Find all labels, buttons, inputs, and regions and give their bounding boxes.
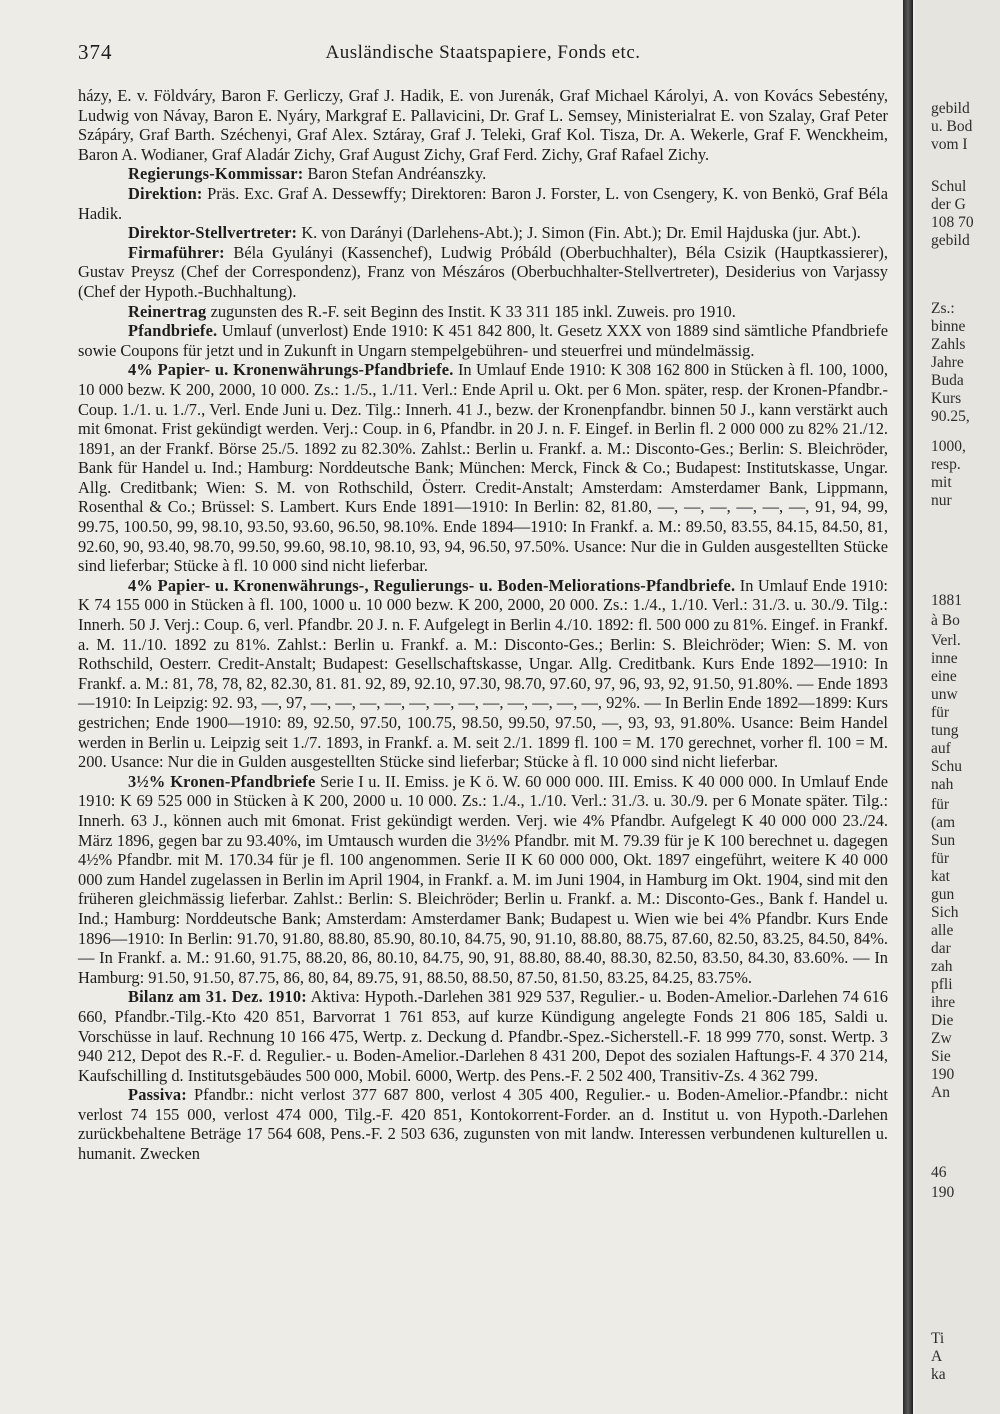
adjacent-page-text: Buda [931, 372, 964, 389]
paragraph-text: K. von Darányi (Darlehens-Abt.); J. Simon (Fin. Abt.); Dr. Emil Hajduska (jur. Abt.). [297, 223, 861, 243]
adjacent-page-text: eine [931, 668, 957, 685]
paragraph-text: Aktiva: Hypoth.-Darlehen 381 929 537, Regulier.- u. Boden-Amelior.-Darlehen 74 616 660, Pfandbr.-Tilg.-Kto 420 851, Barvorrat 1 761 853, auf kurze Kündigung angelegte Fonds 21 806 185, Saldi u. Vorschüsse in lauf. Rechnung 10 166 475, Wertp. z. Deckung d. Pfandbr.-Spez.-Sicherstell.-F. 18 999 770, sonst. Wertp. 3 940 212, Depot des R.-F. d. Regulier.- u. Boden-Amelior.-Darlehen 8 431 200, Depot des sozialen Haftungs-F. 4 370 214, Kaufschilling d. Institutsgebäudes 500 000, Mobil. 6000, Wertp. des Pens.-F. 2 502 400, Transitiv-Zs. 4 362 799. [78, 987, 888, 1085]
paragraph [78, 164, 888, 184]
adjacent-page-text: dar [931, 940, 951, 957]
adjacent-page-text: Sun [931, 832, 956, 849]
paragraph [78, 1085, 888, 1163]
adjacent-page-text: Die [931, 1012, 954, 1029]
paragraph-lead: Direktor-Stellvertreter: [128, 223, 298, 243]
paragraph-lead: Bilanz am 31. Dez. 1910: [128, 987, 307, 1007]
paragraph-lead: 4% Papier- u. Kronenwährungs-, Regulierungs- u. Boden-Meliorations-Pfandbriefe. [128, 575, 736, 595]
adjacent-page-text: tung [931, 722, 959, 739]
paragraph-text: In Umlauf Ende 1910: K 308 162 800 in Stücken à fl. 100, 1000, 10 000 bezw. K 200, 2000, 10 000. Zs.: 1./5., 1./11. Verl.: Ende April u. Okt. per 6 Mon. später, resp. der Kronen-Pfandbr.-Coup. 1./1. u. 1./7., Verl. Ende Juni u. Dez. Tilg.: Innerh. 41 J., bezw. der Kronenpfandbr. binnen 50 J., kann verstärkt auch mit 6monat. Frist gekündigt werden. Verj.: Coup. in 6, Pfandbr. in 20 J. n. F. Eingef. in Berlin fl. 2 000 000 zu 82% 21./12. 1891, an der Frankf. Börse 25./5. 1892 zu 82.30%. Zahlst.: Berlin u. Frankf. a. M.: Disconto-Ges.; Berlin: S. Bleichröder, Bank für Handel u. Ind.; Hamburg: Norddeutsche Bank; München: Merck, Finck & Co.; Budapest: Institutskasse, Ungar. Allg. Creditbank; Wien: S. M. von Rothschild, Österr. Credit-Anstalt; Amsterdam: Amsterdamer Bank, Lippmann, Rosenthal & Co.; Brüssel: S. Lambert. Kurs Ende 1891—1910: In Berlin: 82, 81.80, —, —, —, —, —, —, 91, 94, 99, 99.75, 100.50, 99, 98.10, 93.50, 93.60, 96.50, 98.10%. Ende 1894—1910: In Frankf. a. M.: 89.50, 83.55, 84.15, 84.50, 81, 92.60, 90, 93.40, 98.70, 99.50, 99.60, 98.10, 98.10, 93, 94, 96.50, 97.50%. Usance: Nur die in Gulden ausgestellten Stücke sind lieferbar; Stücke à fl. 10 000 sind nicht lieferbar. [78, 360, 888, 576]
adjacent-page-text: Zw [931, 1030, 952, 1047]
paragraph [78, 184, 888, 223]
adjacent-page-text: A [931, 1348, 943, 1365]
adjacent-page-text: (am [931, 814, 956, 831]
paragraph-lead: 4% Papier- u. Kronenwährungs-Pfandbriefe. [128, 360, 454, 380]
adjacent-page-text: Kurs [931, 390, 962, 407]
paragraph [78, 987, 888, 1085]
adjacent-page-text: Sie [931, 1048, 951, 1065]
adjacent-page-text: Schu [931, 758, 962, 775]
adjacent-page-text: 190 [931, 1066, 955, 1083]
adjacent-page-fragment [915, 0, 1000, 1414]
adjacent-page-text: für [931, 796, 950, 813]
paragraph-lead: Regierungs-Kommissar: [128, 164, 304, 184]
adjacent-page-text: inne [931, 650, 958, 667]
adjacent-page-text: alle [931, 922, 954, 939]
adjacent-page-text: Zahls [931, 336, 966, 353]
paragraph-text: Baron Stefan Andréanszky. [303, 164, 487, 184]
adjacent-page-text: ka [931, 1366, 946, 1383]
paragraph-lead: Reinertrag [128, 301, 207, 321]
adjacent-page-text: binne [931, 318, 966, 335]
adjacent-page-text: An [931, 1084, 950, 1101]
adjacent-page-text: für [931, 850, 950, 867]
paragraph-text: In Umlauf Ende 1910: K 74 155 000 in Stücken à fl. 100, 1000 u. 10 000 bezw. K 200, 2000, 20 000. Zs.: 1./4., 1./10. Verl.: 31./3. u. 30./9. Tilg.: Innerh. 50 J. Verj.: Coup. 6, verl. Pfandbr. 20 J. n. F. Aufgelegt in Berlin 4./10. 1892: fl. 500 000 zu 81%. Eingef. in Frankf. a. M. 11./10. 1892 zu 81%. Zahlst.: Berlin u. Frankf. a. M.: Disconto-Ges.; Berlin: S. Bleichröder; Wien: S. M. von Rothschild, Oesterr. Credit-Anstalt; Budapest: Gesellschaftskasse, Ungar. Allg. Creditbank. Kurs Ende 1892—1910: In Frankf. a. M.: 81, 78, 78, 82, 82.30, 81. 81. 92, 89, 92.10, 97.30, 98.70, 97.60, 97, 96, 93, 92, 91.50, 91.80%. — Ende 1893—1910: In Leipzig: 92. 93, —, 97, —, —, —, —, —, —, —, —, —, —, —, —, 92%. — In Berlin Ende 1892—1899: Kurs gestrichen; Ende 1900—1910: 89, 92.50, 97.50, 100.75, 98.50, 99.50, 97.50, —, 93, 93, 91.80%. Usance: Beim Handel werden in Berlin u. Leipzig seit 1./7. 1893, in Frankf. a. M. seit 2./1. 1899 fl. 100 = M. 170 gerechnet, vorher fl. 100 = M. 200. Usance: Nur die in Gulden ausgestellten Stücke sind lieferbar; Stücke à fl. 10 000 sind nicht lieferbar. [78, 575, 888, 772]
adjacent-page-text: Sich [931, 904, 959, 921]
adjacent-page-text: pfli [931, 976, 953, 993]
adjacent-page-text: der G [931, 196, 966, 213]
paragraph [78, 576, 888, 772]
adjacent-page-text: für [931, 704, 950, 721]
adjacent-page-text: 108 70 [931, 214, 974, 231]
adjacent-page-text: à Bo [931, 612, 960, 629]
adjacent-page-text: gebild [931, 100, 970, 117]
adjacent-page-text: Ti [931, 1330, 945, 1347]
adjacent-page-text: nur [931, 492, 952, 509]
adjacent-page-text: Verl. [931, 632, 961, 649]
adjacent-page-text: vom I [931, 136, 968, 153]
adjacent-page-text: gun [931, 886, 955, 903]
adjacent-page-text: Jahre [931, 354, 964, 371]
adjacent-page-text: u. Bod [931, 118, 973, 135]
adjacent-page-text: nah [931, 776, 954, 793]
paragraph-text: házy, E. v. Földváry, Baron F. Gerliczy, Graf J. Hadik, E. von Jurenák, Graf Michael Károlyi, A. von Kovács Sebestény, Ludwig von Návay, Baron E. Nyáry, Markgraf E. Pallavicini, Dr. Graf L. Semsey, Ministerialrat E. von Szalay, Graf Peter Szápáry, Graf Barth. Széchenyi, Graf Alex. Sztáray, Graf J. Teleki, Graf Kol. Tisza, Dr. A. Wekerle, Graf F. Wenckheim, Baron A. Wodianer, Graf Aladár Zichy, Graf August Zichy, Graf Ferd. Zichy, Graf Rafael Zichy. [78, 86, 888, 164]
book-gutter [903, 0, 913, 1414]
paragraph [78, 223, 888, 243]
adjacent-page-text: 1881 [931, 592, 962, 609]
paragraph [78, 360, 888, 576]
adjacent-page-text: mit [931, 474, 952, 491]
running-title: Ausländische Staatspapiere, Fonds etc. [325, 42, 641, 63]
adjacent-page-text: ihre [931, 994, 956, 1011]
paragraph [78, 321, 888, 360]
adjacent-page-text: 190 [931, 1184, 955, 1201]
page-header [78, 40, 888, 70]
adjacent-page-text: resp. [931, 456, 961, 473]
paragraph-lead: Pfandbriefe. [128, 321, 218, 341]
adjacent-page-text: gebild [931, 232, 970, 249]
paragraph [78, 243, 888, 302]
page-number: 374 [78, 40, 113, 64]
paragraph-lead: Firmaführer: [128, 242, 225, 262]
paragraph-text: Béla Gyulányi (Kassenchef), Ludwig Próbáld (Oberbuchhalter), Béla Csizik (Hauptkassierer), Gustav Preysz (Chef der Correspondenz), Franz von Mészáros (Oberbuchhalter-Stellvertreter), Desiderius von Varjassy (Chef der Hypoth.-Buchhaltung). [78, 242, 888, 301]
body-text [78, 86, 888, 1164]
paragraph [78, 86, 888, 164]
paragraph-text: Pfandbr.: nicht verlost 377 687 800, verlost 4 305 400, Regulier.- u. Boden-Amelior.-Pfandbr.: nicht verlost 74 155 000, verlost 474 000, Tilg.-F. 420 851, Kontokorrent-Forder. an d. Institut u. von Hypoth.-Darlehen zurückbehaltene Beträge 17 564 608, Pens.-F. 2 503 636, zugunsten von mit landw. Interessen verbundenen kulturellen u. humanit. Zwecken [78, 1085, 888, 1164]
paragraph-text: Serie I u. II. Emiss. je K ö. W. 60 000 000. III. Emiss. K 40 000 000. In Umlauf Ende 1910: K 69 525 000 in Stücken à K 200, 2000 u. 10 000. Zs.: 1./4., 1./10. Verl.: 31./3. u. 30./9. per 6 Monate später. Tilg.: Innerh. 63 J., können auch mit 6monat. Frist gekündigt werden. Verj. wie 4% Pfandbr. Aufgelegt K 40 000 000 23./24. März 1896, gegen bar zu 93.40%, im Umtausch wurden die 3½% Pfandbr. mit M. 79.39 für je K 100 berechnet u. dagegen 4½% Pfandbr. mit M. 170.34 für je fl. 100 angenommen. Serie II K 60 000 000, Okt. 1897 eingeführt, weitere K 40 000 000 zum Handel zugelassen in Berlin im April 1904, in Frankf. a. M. im Juni 1904, in Hamburg im Okt. 1904, sind mit den früheren gleichmässig lieferbar. Zahlst.: Berlin: S. Bleichröder; Berlin u. Frankf. a. M.: Disconto-Ges., Bank f. Handel u. Ind.; Hamburg: Norddeutsche Bank; Amsterdam: Amsterdamer Bank; Budapest u. Wien wie bei 4% Pfandbr. Kurs Ende 1896—1910: In Berlin: 91.70, 91.80, 88.80, 85.90, 80.10, 84.75, 90, 91.10, 88.80, 88.75, 87.60, 82.50, 83.25, 84.50, 84%. — In Frankf. a. M.: 91.60, 91.75, 88.20, 86, 80.10, 84.75, 90, 91, 88.80, 88.40, 88.30, 82.50, 83.50, 84.30, 83.60%. — In Hamburg: 91.50, 91.50, 87.75, 86, 80, 84, 89.75, 91, 88.50, 88.50, 87.50, 81.50, 83.25, 84.25, 83.75%. [78, 771, 888, 987]
adjacent-page-text: 90.25, [931, 408, 970, 425]
paragraph-text: Präs. Exc. Graf A. Dessewffy; Direktoren: Baron J. Forster, L. von Csengery, K. von Benkö, Graf Béla Hadik. [78, 183, 888, 223]
paragraph-text: zugunsten des R.-F. seit Beginn des Instit. K 33 311 185 inkl. Zuweis. pro 1910. [206, 301, 736, 321]
adjacent-page-text: Schul [931, 178, 967, 195]
paragraph [78, 302, 888, 322]
paragraph-lead: Direktion: [128, 183, 203, 203]
adjacent-page-text: zah [931, 958, 953, 975]
adjacent-page-text: 1000, [931, 438, 966, 455]
paragraph [78, 772, 888, 988]
paragraph-lead: 3½% Kronen-Pfandbriefe [128, 771, 316, 791]
adjacent-page-text: 46 [931, 1164, 947, 1181]
adjacent-page-text: unw [931, 686, 958, 703]
adjacent-page-text: kat [931, 868, 950, 885]
adjacent-page-text: auf [931, 740, 951, 757]
adjacent-page-text: Zs.: [931, 300, 955, 317]
paragraph-lead: Passiva: [128, 1085, 187, 1105]
paragraph-text: Umlauf (unverlost) Ende 1910: K 451 842 800, lt. Gesetz XXX von 1889 sind sämtliche Pfandbriefe sowie Coupons für jetzt und in Zukunft in Ungarn stempelgebühren- und steuerfrei und mündelmässig. [78, 321, 888, 360]
